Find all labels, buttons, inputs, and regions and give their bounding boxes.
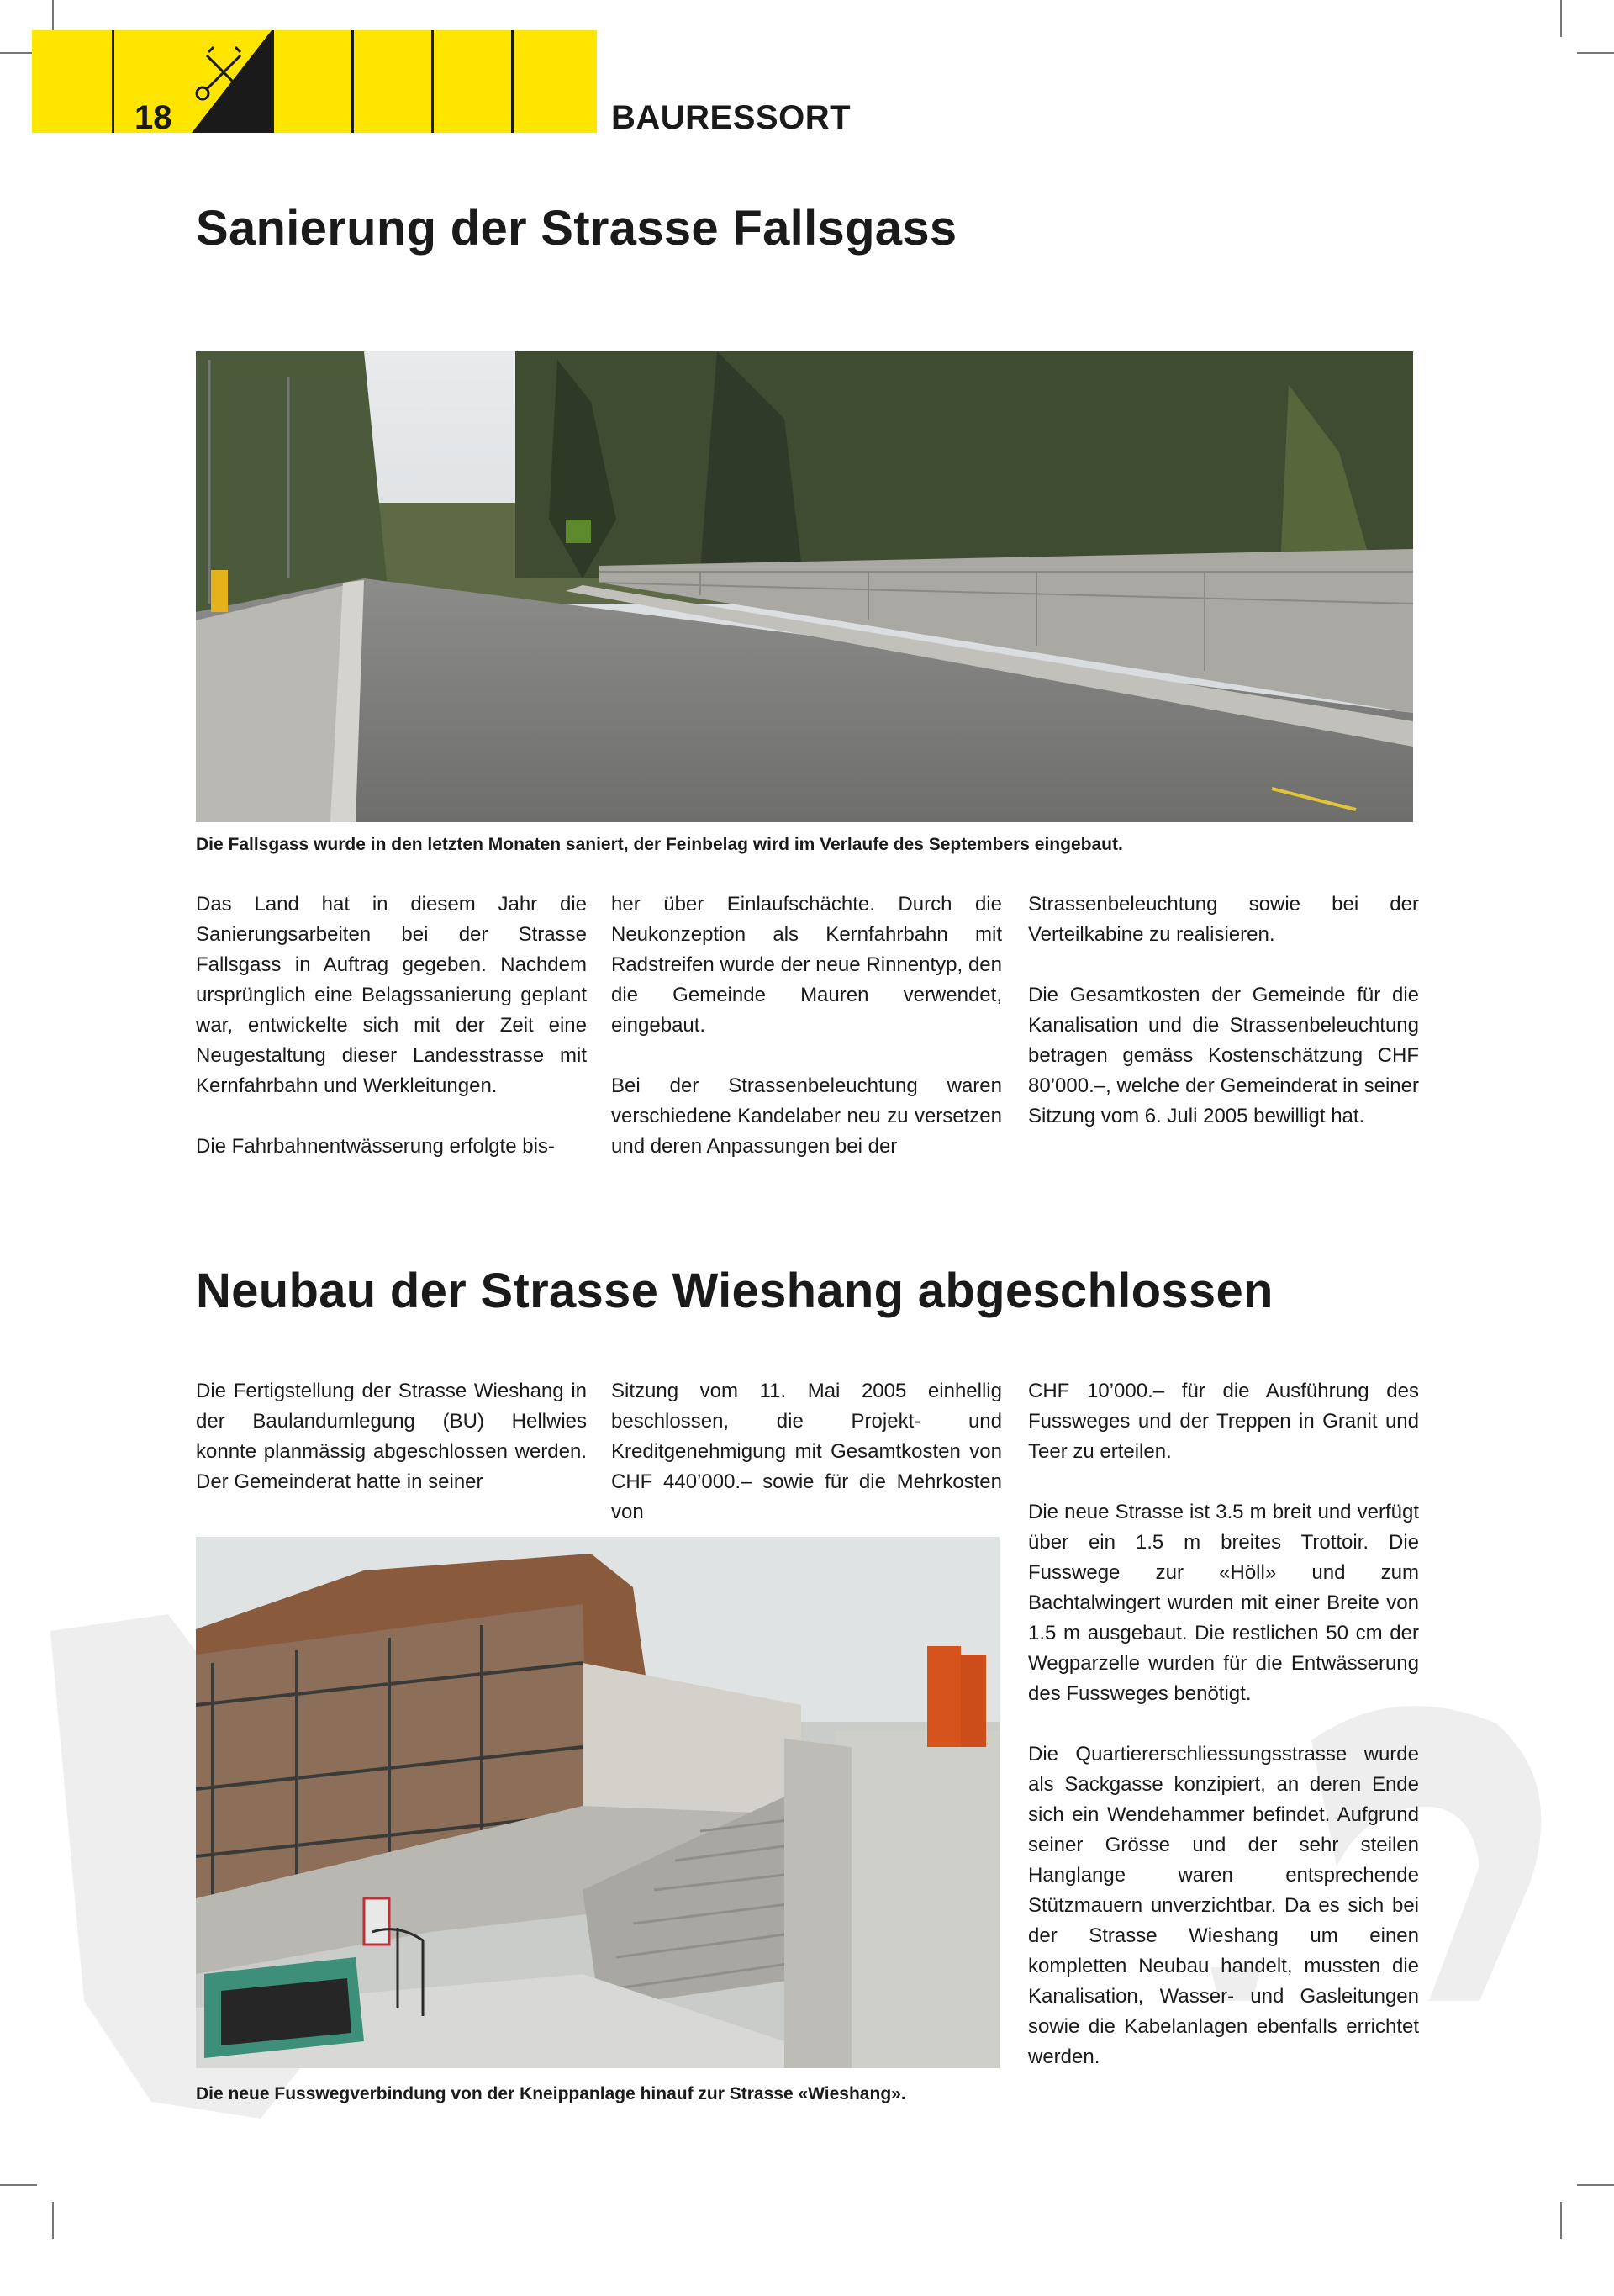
road-photo: [196, 351, 1413, 822]
paragraph: Die Quartiererschliessungsstrasse wurde als Sackgasse konzipiert, an deren Ende sich ein Wendehammer befindet. Aufgrund seiner Grösse und der sehr steilen Hanglange waren entsprechende Stützmauern unverzichtbar. Da es sich bei der Strasse Wieshang um einen kompletten Neubau handelt, mussten die Kanalisation, Wasser- und Gasleitungen sowie die Kabelanlagen ebenfalls errichtet werden.: [1028, 1743, 1419, 2068]
paragraph: Die Gesamtkosten der Gemeinde für die Kanalisation und die Strassenbeleuchtung betragen gemäss Kostenschätzung CHF 80’000.–, welche der Gemeinderat in seiner Sitzung vom 6. Juli 2005 bewilligt hat.: [1028, 984, 1419, 1127]
paragraph-part: Die Fahrbahnentwässerung erfolgte bis-: [196, 1135, 555, 1158]
section-title: BAURESSORT: [611, 99, 852, 136]
article-title: Sanierung der Strasse Fallsgass: [196, 201, 957, 256]
text-column: [196, 1132, 587, 1192]
crop-mark: [1560, 0, 1562, 37]
paragraph-part: Bei der Strassenbeleuchtung waren verschiedene Kandelaber neu zu versetzen und deren Anpassungen bei der: [611, 1074, 1002, 1158]
paragraph: [1028, 889, 1419, 950]
header-divider: [511, 30, 514, 133]
text-column: [611, 889, 1002, 1192]
crop-mark: [0, 2184, 37, 2186]
header-divider: [351, 30, 354, 133]
paragraph: [611, 889, 1002, 1041]
text-column: [611, 1376, 1002, 1558]
crop-mark: [1560, 2202, 1562, 2239]
crop-mark: [1577, 52, 1614, 54]
paragraph: Sitzung vom 11. Mai 2005 einhellig beschlossen, die Projekt- und Kreditgenehmigung mit Gesamtkosten von CHF 440’000.– sowie für die Mehrkosten von: [611, 1380, 1002, 1523]
page-number: 18: [134, 99, 172, 136]
paragraph: Das Land hat in diesem Jahr die Sanierungsarbeiten bei der Strasse Fallsgass in Auftrag gegeben. Nachdem ursprünglich eine Belagssanierung geplant war, entwickelte sich mit der Zeit eine Neugestaltung dieser Landesstrasse mit Kernfahrbahn und Werkleitungen.: [196, 893, 587, 1097]
photo-caption: Die Fallsgass wurde in den letzten Monaten saniert, der Feinbelag wird im Verlaufe des Septembers eingebaut.: [196, 835, 1123, 854]
paragraph: [611, 1071, 1002, 1162]
header-bar: [32, 30, 597, 133]
paragraph-part: her über Einlaufschächte. Durch die Neukonzeption als Kernfahrbahn mit Radstreifen wurde der neue Rinnentyp, den die Gemeinde Mauren verwendet, eingebaut.: [611, 893, 1002, 1037]
paragraph-part: Strassenbeleuchtung sowie bei der Verteilkabine zu realisieren.: [1028, 893, 1419, 946]
header-divider: [272, 30, 274, 133]
paragraph: Die neue Strasse ist 3.5 m breit und verfügt über ein 1.5 m breites Trottoir. Die Fusswege zur «Höll» und zum Bachtalwingert wurden mit einer Breite von 1.5 m ausgebaut. Die restlichen 50 cm der Wegparzelle wurden für die Entwässerung des Fussweges benötigt.: [1028, 1501, 1419, 1705]
text-column: [1028, 1376, 1419, 2103]
header-divider: [431, 30, 434, 133]
paragraph: Die Fertigstellung der Strasse Wieshang in der Baulandumlegung (BU) Hellwies konnte planmässig abgeschlossen werden. Der Gemeinderat hatte in seiner: [196, 1380, 587, 1493]
crop-mark: [1577, 2184, 1614, 2186]
stairs-photo: [196, 1537, 1000, 2068]
photo-caption: Die neue Fusswegverbindung von der Kneippanlage hinauf zur Strasse «Wieshang».: [196, 2084, 906, 2103]
text-column: [1028, 889, 1419, 1162]
text-column: [196, 889, 587, 1132]
paragraph: [196, 1132, 587, 1162]
article-title: Neubau der Strasse Wieshang abgeschlossen: [196, 1264, 1274, 1318]
paragraph: CHF 10’000.– für die Ausführung des Fussweges und der Treppen in Granit und Teer zu erteilen.: [1028, 1380, 1419, 1463]
header-divider: [112, 30, 114, 133]
text-column: [196, 1376, 587, 1528]
crossed-keys-icon: [192, 30, 272, 133]
crop-mark: [52, 2202, 54, 2239]
